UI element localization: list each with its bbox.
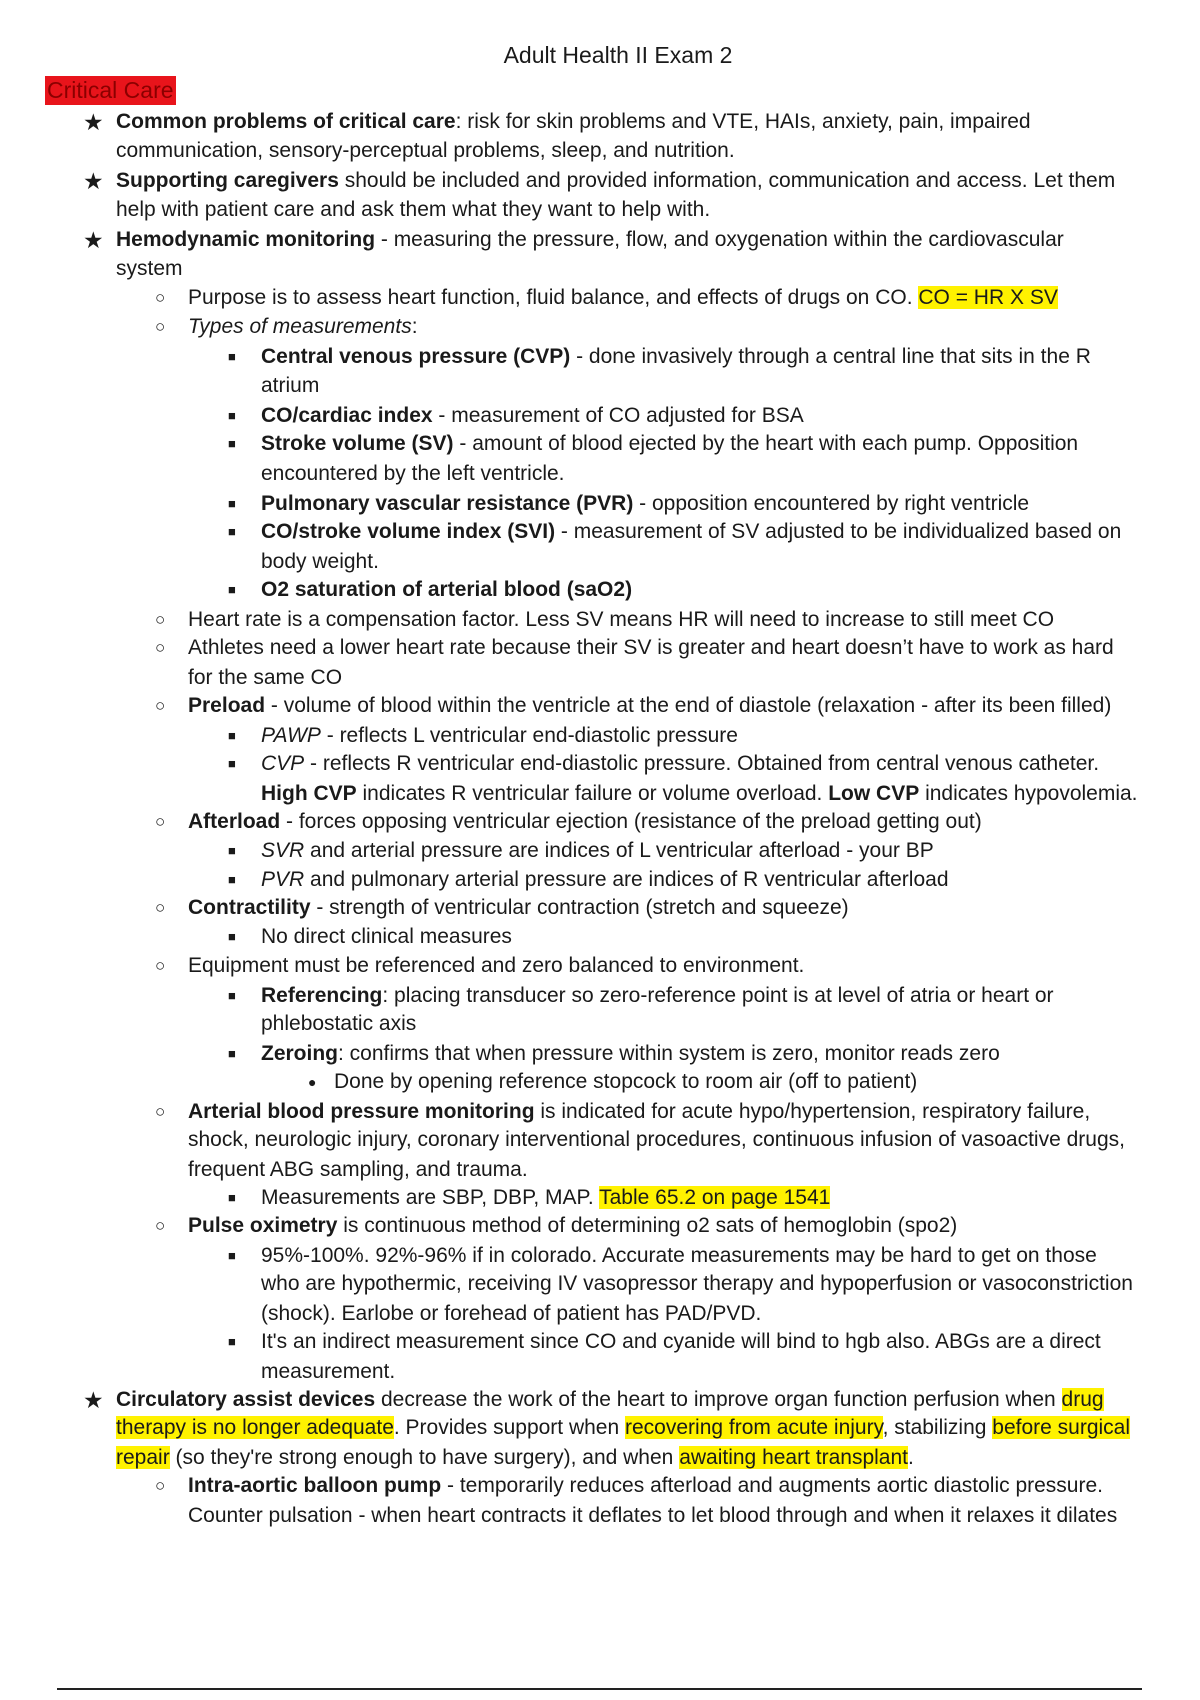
highlighted-text: before surgical bbox=[992, 1416, 1131, 1439]
highlighted-text: repair bbox=[116, 1446, 170, 1469]
text-run: - strength of ventricular contraction (stretch and squeeze) bbox=[310, 896, 849, 919]
text-run: (so they're strong enough to have surgery), and when bbox=[169, 1446, 680, 1469]
highlighted-text: therapy is no longer adequate bbox=[116, 1416, 394, 1439]
text-run: is indicated for acute hypo/hypertension, respiratory failure, bbox=[534, 1100, 1091, 1123]
circle-bullet-icon: ○ bbox=[155, 1102, 166, 1121]
text-run: - volume of blood within the ventricle at the end of diastole (relaxation - after its been filled) bbox=[265, 694, 1112, 717]
text-run: - done invasively through a central line that sits in the R bbox=[570, 345, 1091, 368]
text-run: phlebostatic axis bbox=[261, 1012, 417, 1035]
highlighted-text: CO = HR X SV bbox=[918, 286, 1058, 309]
text-run: - amount of blood ejected by the heart with each pump. Opposition bbox=[453, 432, 1079, 455]
text-run: measurement. bbox=[261, 1360, 396, 1383]
text-line bbox=[261, 1010, 416, 1038]
text-run: It's an indirect measurement since CO and cyanide will bind to hgb also. ABGs are a direct bbox=[261, 1330, 1101, 1353]
text-line bbox=[261, 518, 1121, 546]
bold-term: Afterload bbox=[188, 810, 281, 833]
bold-term: High CVP bbox=[261, 782, 357, 805]
text-line bbox=[116, 1444, 914, 1472]
text-line bbox=[261, 490, 1029, 518]
text-run: - forces opposing ventricular ejection (resistance of the preload getting out) bbox=[280, 810, 982, 833]
square-bullet-icon: ■ bbox=[228, 582, 236, 597]
square-bullet-icon: ■ bbox=[228, 756, 236, 771]
text-run: for the same CO bbox=[188, 666, 343, 689]
text-line bbox=[261, 1184, 830, 1212]
square-bullet-icon: ■ bbox=[228, 408, 236, 423]
bold-term: Hemodynamic monitoring bbox=[116, 228, 376, 251]
text-run: : placing transducer so zero-reference point is at level of atria or heart or bbox=[382, 984, 1054, 1007]
text-run: - reflects L ventricular end-diastolic pressure bbox=[320, 724, 738, 747]
text-run: who are hypothermic, receiving IV vasopressor therapy and hypoperfusion or vasoconstriction bbox=[261, 1272, 1133, 1295]
bold-term: Circulatory assist devices bbox=[116, 1388, 376, 1411]
square-bullet-icon: ■ bbox=[228, 929, 236, 944]
text-line bbox=[116, 255, 183, 283]
text-line bbox=[188, 952, 804, 980]
text-run: , stabilizing bbox=[882, 1416, 993, 1439]
circle-bullet-icon: ○ bbox=[155, 812, 166, 831]
text-line bbox=[261, 548, 379, 576]
text-run: encountered by the left ventricle. bbox=[261, 462, 565, 485]
text-run: . Provides support when bbox=[393, 1416, 625, 1439]
bold-term: Preload bbox=[188, 694, 266, 717]
square-bullet-icon: ■ bbox=[228, 843, 236, 858]
text-run: decrease the work of the heart to improve organ function perfusion when bbox=[375, 1388, 1062, 1411]
bold-term: Stroke volume (SV) bbox=[261, 432, 454, 455]
text-line bbox=[261, 722, 738, 750]
text-line bbox=[188, 313, 418, 341]
text-line bbox=[188, 1502, 1117, 1530]
text-line bbox=[116, 1414, 1130, 1442]
bold-term: Intra-aortic balloon pump bbox=[188, 1474, 442, 1497]
italic-term: Types of measurements bbox=[188, 315, 412, 338]
text-run: help with patient care and ask them what they want to help with. bbox=[116, 198, 711, 221]
text-line bbox=[188, 894, 849, 922]
text-line bbox=[116, 108, 1031, 136]
square-bullet-icon: ■ bbox=[228, 1046, 236, 1061]
text-run: Purpose is to assess heart function, fluid balance, and effects of drugs on CO. bbox=[188, 286, 919, 309]
text-run: . bbox=[908, 1446, 914, 1469]
text-line bbox=[188, 634, 1114, 662]
bold-term: Pulse oximetry bbox=[188, 1214, 338, 1237]
square-bullet-icon: ■ bbox=[228, 1334, 236, 1349]
square-bullet-icon: ■ bbox=[228, 436, 236, 451]
star-bullet-icon: ★ bbox=[83, 227, 104, 253]
bold-term: CO/stroke volume index (SVI) bbox=[261, 520, 556, 543]
text-line bbox=[261, 460, 565, 488]
text-line bbox=[261, 1358, 395, 1386]
bold-term: Common problems of critical care bbox=[116, 110, 456, 133]
circle-bullet-icon: ○ bbox=[155, 956, 166, 975]
dot-bullet-icon: ● bbox=[308, 1074, 317, 1090]
text-run: - measurement of CO adjusted for BSA bbox=[432, 404, 804, 427]
text-run: and arterial pressure are indices of L ventricular afterload - your BP bbox=[304, 839, 934, 862]
italic-term: SVR bbox=[261, 839, 305, 862]
italic-term: CVP bbox=[261, 752, 305, 775]
bold-term: Zeroing bbox=[261, 1042, 338, 1065]
text-run: is continuous method of determining o2 sats of hemoglobin (spo2) bbox=[337, 1214, 958, 1237]
text-line bbox=[334, 1068, 917, 1096]
square-bullet-icon: ■ bbox=[228, 1248, 236, 1263]
text-line bbox=[188, 1126, 1125, 1154]
text-run: (shock). Earlobe or forehead of patient has PAD/PVD. bbox=[261, 1302, 762, 1325]
section-heading-critical-care: Critical Care bbox=[47, 77, 174, 103]
bold-term: Central venous pressure (CVP) bbox=[261, 345, 571, 368]
text-line bbox=[261, 372, 319, 400]
text-run: body weight. bbox=[261, 550, 379, 573]
text-run: indicates hypovolemia. bbox=[919, 782, 1138, 805]
circle-bullet-icon: ○ bbox=[155, 610, 166, 629]
bold-term: Pulmonary vascular resistance (PVR) bbox=[261, 492, 634, 515]
highlighted-text: Table 65.2 on page 1541 bbox=[599, 1186, 831, 1209]
text-run: Athletes need a lower heart rate because their SV is greater and heart doesn’t have to work as hard bbox=[188, 636, 1114, 659]
highlighted-text: awaiting heart transplant bbox=[679, 1446, 908, 1469]
highlighted-text: recovering from acute injury bbox=[625, 1416, 883, 1439]
bold-term: Contractility bbox=[188, 896, 311, 919]
text-run: Heart rate is a compensation factor. Less SV means HR will need to increase to still meet CO bbox=[188, 608, 1055, 631]
bold-term: Referencing bbox=[261, 984, 383, 1007]
star-bullet-icon: ★ bbox=[83, 109, 104, 135]
text-run: : confirms that when pressure within system is zero, monitor reads zero bbox=[338, 1042, 1000, 1065]
circle-bullet-icon: ○ bbox=[155, 898, 166, 917]
text-line bbox=[261, 923, 512, 951]
text-line bbox=[261, 576, 632, 604]
star-bullet-icon: ★ bbox=[83, 1387, 104, 1413]
text-line bbox=[188, 1156, 528, 1184]
circle-bullet-icon: ○ bbox=[155, 1216, 166, 1235]
circle-bullet-icon: ○ bbox=[155, 317, 166, 336]
text-run: - opposition encountered by right ventricle bbox=[633, 492, 1030, 515]
text-run: Done by opening reference stopcock to room air (off to patient) bbox=[334, 1070, 918, 1093]
italic-term: PAWP bbox=[261, 724, 321, 747]
text-line bbox=[261, 780, 1138, 808]
text-run: system bbox=[116, 257, 183, 280]
text-line bbox=[261, 343, 1091, 371]
text-run: - temporarily reduces afterload and augments aortic diastolic pressure. bbox=[441, 1474, 1103, 1497]
text-run: frequent ABG sampling, and trauma. bbox=[188, 1158, 528, 1181]
bold-term: Supporting caregivers bbox=[116, 169, 339, 192]
text-run: : risk for skin problems and VTE, HAIs, anxiety, pain, impaired bbox=[455, 110, 1031, 133]
text-line bbox=[188, 664, 342, 692]
circle-bullet-icon: ○ bbox=[155, 288, 166, 307]
square-bullet-icon: ■ bbox=[228, 988, 236, 1003]
text-run: - measurement of SV adjusted to be individualized based on bbox=[555, 520, 1122, 543]
text-line bbox=[188, 1472, 1103, 1500]
document-title: Adult Health II Exam 2 bbox=[503, 42, 733, 68]
text-line bbox=[188, 808, 982, 836]
bold-term: O2 saturation of arterial blood (saO2) bbox=[261, 578, 633, 601]
text-run: communication, sensory-perceptual problems, sleep, and nutrition. bbox=[116, 139, 735, 162]
page-bottom-rule bbox=[57, 1688, 1142, 1690]
bold-term: Low CVP bbox=[828, 782, 920, 805]
text-run: - measuring the pressure, flow, and oxygenation within the cardiovascular bbox=[375, 228, 1064, 251]
text-run: No direct clinical measures bbox=[261, 925, 512, 948]
text-run: shock, neurologic injury, coronary interventional procedures, continuous infusion of vasoactive drugs, bbox=[188, 1128, 1125, 1151]
text-line bbox=[116, 167, 1115, 195]
square-bullet-icon: ■ bbox=[228, 349, 236, 364]
text-run: and pulmonary arterial pressure are indices of R ventricular afterload bbox=[304, 868, 949, 891]
text-run: should be included and provided information, communication and access. Let them bbox=[338, 169, 1116, 192]
text-line bbox=[116, 137, 735, 165]
text-line bbox=[188, 606, 1054, 634]
text-line bbox=[261, 837, 934, 865]
text-line bbox=[188, 1098, 1090, 1126]
text-line bbox=[261, 1270, 1133, 1298]
text-run: : bbox=[411, 315, 418, 338]
italic-term: PVR bbox=[261, 868, 305, 891]
square-bullet-icon: ■ bbox=[228, 728, 236, 743]
highlighted-text: drug bbox=[1061, 1388, 1104, 1411]
text-line bbox=[116, 226, 1064, 254]
square-bullet-icon: ■ bbox=[228, 496, 236, 511]
square-bullet-icon: ■ bbox=[228, 524, 236, 539]
text-line bbox=[261, 1300, 761, 1328]
text-run: atrium bbox=[261, 374, 320, 397]
text-line bbox=[116, 196, 710, 224]
text-run: indicates R ventricular failure or volume overload. bbox=[356, 782, 829, 805]
text-run: Equipment must be referenced and zero balanced to environment. bbox=[188, 954, 805, 977]
text-line bbox=[261, 1328, 1101, 1356]
circle-bullet-icon: ○ bbox=[155, 696, 166, 715]
text-run: 95%-100%. 92%-96% if in colorado. Accurate measurements may be hard to get on those bbox=[261, 1244, 1097, 1267]
text-line bbox=[188, 284, 1058, 312]
text-line bbox=[261, 1242, 1097, 1270]
bold-term: Arterial blood pressure monitoring bbox=[188, 1100, 535, 1123]
text-line bbox=[188, 1212, 957, 1240]
square-bullet-icon: ■ bbox=[228, 1190, 236, 1205]
text-line bbox=[261, 982, 1054, 1010]
star-bullet-icon: ★ bbox=[83, 168, 104, 194]
text-line bbox=[261, 402, 804, 430]
text-run: - reflects R ventricular end-diastolic pressure. Obtained from central venous catheter. bbox=[304, 752, 1100, 775]
text-run: Measurements are SBP, DBP, MAP. bbox=[261, 1186, 600, 1209]
text-line bbox=[261, 750, 1099, 778]
square-bullet-icon: ■ bbox=[228, 872, 236, 887]
text-line bbox=[261, 866, 949, 894]
circle-bullet-icon: ○ bbox=[155, 1476, 166, 1495]
bold-term: CO/cardiac index bbox=[261, 404, 433, 427]
text-line bbox=[188, 692, 1111, 720]
text-line bbox=[116, 1386, 1104, 1414]
text-line bbox=[261, 430, 1078, 458]
text-run: Counter pulsation - when heart contracts it deflates to let blood through and when it relaxes it dilates bbox=[188, 1504, 1118, 1527]
text-line bbox=[261, 1040, 1000, 1068]
circle-bullet-icon: ○ bbox=[155, 638, 166, 657]
